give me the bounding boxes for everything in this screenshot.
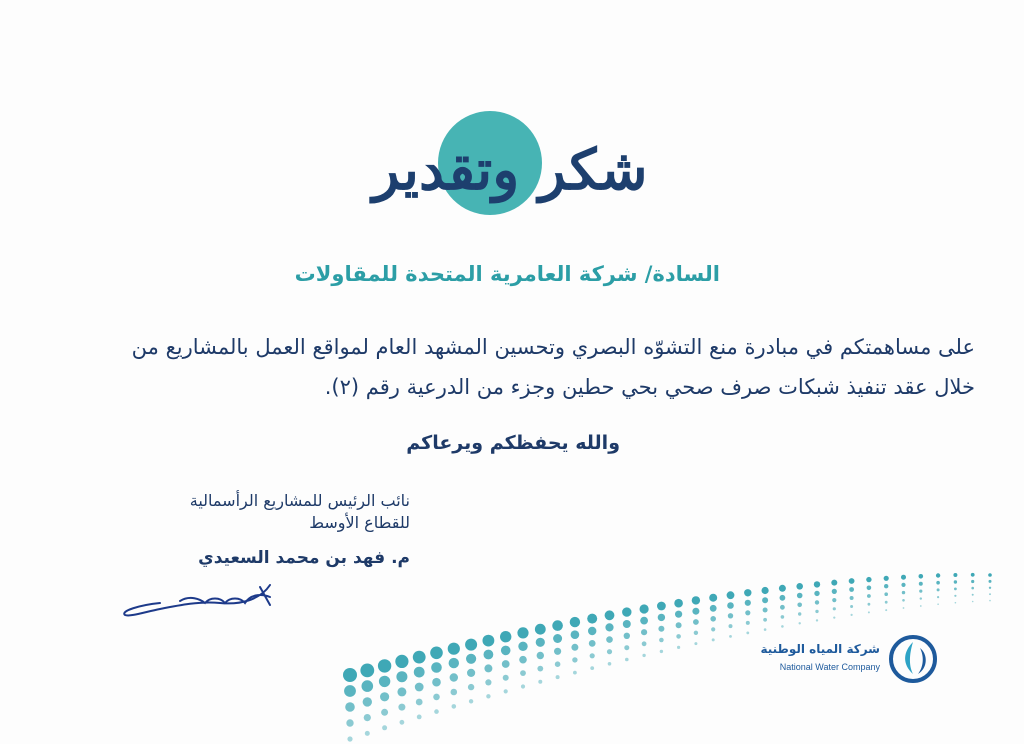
decoration-dot xyxy=(972,594,974,596)
decoration-dot xyxy=(658,626,664,632)
decoration-dot xyxy=(971,573,975,577)
decoration-dot xyxy=(500,631,511,642)
decoration-dot xyxy=(833,607,836,610)
decoration-dot xyxy=(884,576,889,581)
decoration-dot xyxy=(972,601,974,603)
decoration-dot xyxy=(796,583,803,590)
decoration-dot xyxy=(365,731,370,736)
decoration-dot xyxy=(519,656,527,664)
decoration-dot xyxy=(416,699,423,706)
body-line-1: على مساهمتكم في مبادرة منع التشوّه البصري وتحسين المشهد العام لمواقع العمل بالمشاريع من xyxy=(131,335,975,359)
decoration-dot xyxy=(360,664,374,678)
decoration-dot xyxy=(380,692,389,701)
decoration-dot xyxy=(694,642,697,645)
decoration-dot xyxy=(537,652,544,659)
decoration-dot xyxy=(920,597,922,599)
decoration-dot xyxy=(815,610,818,613)
decoration-dot xyxy=(570,617,580,627)
decoration-dot xyxy=(430,647,443,660)
decoration-dot xyxy=(919,582,923,586)
decoration-dot xyxy=(571,644,578,651)
decoration-dot xyxy=(729,624,733,628)
decoration-dot xyxy=(364,714,371,721)
decoration-dot xyxy=(815,600,819,604)
decoration-dot xyxy=(659,638,664,643)
decoration-dot xyxy=(712,638,715,641)
decoration-dot xyxy=(868,603,871,606)
decoration-dot xyxy=(675,611,682,618)
decoration-dot xyxy=(623,620,631,628)
decoration-dot xyxy=(504,689,508,693)
signatory-name: م. فهد بن محمد السعيدي xyxy=(198,548,410,568)
decoration-dot xyxy=(538,680,542,684)
decoration-dot xyxy=(902,599,905,602)
decoration-dot xyxy=(745,600,751,606)
decoration-dot xyxy=(779,585,786,592)
appreciation-body xyxy=(40,327,975,407)
decoration-dot xyxy=(451,689,458,696)
decoration-dot xyxy=(467,669,475,677)
decoration-dot xyxy=(850,605,853,608)
decoration-dot xyxy=(799,622,801,624)
logo-name-english: National Water Company xyxy=(779,662,880,672)
decoration-dot xyxy=(709,594,717,602)
decoration-dot xyxy=(448,643,460,655)
decoration-dot xyxy=(397,687,406,696)
decoration-dot xyxy=(937,588,940,591)
decoration-dot xyxy=(590,653,595,658)
decoration-dot xyxy=(989,587,991,589)
decoration-dot xyxy=(919,590,922,593)
decoration-dot xyxy=(362,680,374,692)
decoration-dot xyxy=(677,646,680,649)
certificate-title xyxy=(350,105,670,215)
decoration-dot xyxy=(763,618,767,622)
decoration-dot xyxy=(955,602,957,604)
decoration-dot xyxy=(866,577,871,582)
decoration-dot xyxy=(867,594,871,598)
decoration-dot xyxy=(400,720,405,725)
decoration-dot xyxy=(469,699,473,703)
decoration-dot xyxy=(763,608,768,613)
decoration-dot xyxy=(694,631,698,635)
decoration-dot xyxy=(432,678,441,687)
decoration-dot xyxy=(762,597,768,603)
decoration-dot xyxy=(640,604,649,613)
decoration-dot xyxy=(414,667,425,678)
decoration-dot xyxy=(518,642,527,651)
decoration-dot xyxy=(573,671,577,675)
decoration-dot xyxy=(503,675,509,681)
decoration-dot xyxy=(868,611,870,613)
decoration-dot xyxy=(382,725,387,730)
decoration-dot xyxy=(781,615,785,619)
decoration-dot xyxy=(587,614,597,624)
decoration-dot xyxy=(605,623,613,631)
decoration-dot xyxy=(954,595,956,597)
title-text: شكر وتقدير xyxy=(372,137,648,203)
decoration-dot xyxy=(710,616,716,622)
decoration-dot xyxy=(517,627,528,638)
decoration-dot xyxy=(901,583,905,587)
logo-name-arabic: شركة المياه الوطنية xyxy=(760,642,880,656)
decoration-dot xyxy=(780,605,785,610)
decoration-dot xyxy=(606,636,613,643)
decoration-dot xyxy=(692,608,699,615)
decoration-dot xyxy=(745,610,750,615)
decoration-dot xyxy=(624,645,629,650)
decoration-dot xyxy=(345,702,355,712)
body-line-2: خلال عقد تنفيذ شبكات صرف صحي بحي حطين وجزء من الدرعية رقم (٢). xyxy=(324,375,975,399)
decoration-dot xyxy=(624,633,630,639)
decoration-dot xyxy=(936,573,940,577)
decoration-dot xyxy=(746,632,749,635)
decoration-dot xyxy=(554,648,561,655)
decoration-dot xyxy=(780,595,786,601)
decoration-dot xyxy=(607,649,612,654)
decoration-dot xyxy=(762,587,769,594)
decoration-dot xyxy=(867,586,872,591)
decoration-dot xyxy=(833,617,835,619)
decoration-dot xyxy=(465,639,477,651)
decoration-dot xyxy=(622,607,631,616)
decoration-dot xyxy=(954,580,957,583)
decoration-dot xyxy=(642,654,645,657)
decoration-dot xyxy=(797,603,802,608)
decoration-dot xyxy=(486,694,490,698)
decoration-dot xyxy=(936,581,940,585)
decoration-dot xyxy=(937,603,939,605)
decoration-dot xyxy=(449,658,459,668)
decoration-dot xyxy=(849,587,854,592)
decoration-dot xyxy=(850,596,854,600)
decoration-dot xyxy=(396,671,407,682)
decoration-dot xyxy=(832,598,836,602)
decoration-dot xyxy=(953,573,957,577)
decoration-dot xyxy=(552,620,563,631)
decoration-dot xyxy=(902,591,905,594)
decoration-dot xyxy=(501,646,511,656)
decoration-dot xyxy=(641,629,647,635)
signatory-title-2: للقطاع الأوسط xyxy=(309,513,410,532)
decoration-dot xyxy=(413,651,426,664)
decoration-dot xyxy=(553,634,562,643)
signatory-title-1: نائب الرئيس للمشاريع الرأسمالية xyxy=(189,491,410,510)
decoration-dot xyxy=(885,609,887,611)
decoration-dot xyxy=(711,627,715,631)
decoration-dot xyxy=(989,593,991,595)
signatory-block xyxy=(90,490,410,568)
decoration-dot xyxy=(589,640,596,647)
decoration-dot xyxy=(536,638,545,647)
decoration-dot xyxy=(485,679,491,685)
decoration-dot xyxy=(832,589,837,594)
decoration-dot xyxy=(466,654,476,664)
decoration-dot xyxy=(676,622,682,628)
decoration-dot xyxy=(989,600,991,602)
decoration-dot xyxy=(346,719,353,726)
decoration-dot xyxy=(657,602,666,611)
decoration-dot xyxy=(746,621,750,625)
decoration-dot xyxy=(590,666,594,670)
decoration-dot xyxy=(814,581,820,587)
decoration-dot xyxy=(379,676,390,687)
decoration-dot xyxy=(971,587,974,590)
decoration-dot xyxy=(571,630,580,639)
decoration-dot xyxy=(710,605,717,612)
decoration-dot xyxy=(556,675,560,679)
decoration-dot xyxy=(693,619,699,625)
decoration-dot xyxy=(692,596,700,604)
decoration-dot xyxy=(814,591,819,596)
closing-line: والله يحفظكم ويرعاكم xyxy=(406,432,620,454)
decoration-dot xyxy=(849,578,855,584)
decoration-dot xyxy=(588,627,596,635)
decoration-dot xyxy=(468,684,474,690)
decoration-dot xyxy=(378,659,391,672)
decoration-dot xyxy=(885,601,888,604)
decoration-dot xyxy=(381,709,388,716)
decoration-dot xyxy=(851,614,853,616)
decoration-dot xyxy=(798,612,801,615)
decoration-dot xyxy=(729,635,732,638)
decoration-dot xyxy=(727,591,735,599)
decoration-dot xyxy=(781,625,784,628)
decoration-dot xyxy=(572,657,577,662)
decoration-dot xyxy=(919,574,924,579)
decoration-dot xyxy=(502,660,510,668)
decoration-dot xyxy=(450,673,458,681)
decoration-dot xyxy=(363,697,372,706)
decoration-dot xyxy=(415,683,424,692)
decoration-dot xyxy=(903,607,905,609)
decoration-dot xyxy=(901,575,906,580)
decoration-dot xyxy=(937,596,939,598)
decoration-dot xyxy=(484,650,494,660)
decoration-dot xyxy=(674,599,683,608)
decoration-dot xyxy=(727,602,734,609)
decoration-dot xyxy=(971,580,974,583)
decoration-dot xyxy=(816,619,818,621)
decoration-dot xyxy=(920,605,922,607)
decoration-dot xyxy=(347,736,352,741)
decoration-dot xyxy=(625,658,629,662)
water-drop-logo-icon xyxy=(888,634,938,684)
decoration-dot xyxy=(640,617,648,625)
decoration-dot xyxy=(433,694,440,701)
decoration-dot xyxy=(884,584,888,588)
decoration-dot xyxy=(642,641,647,646)
decoration-dot xyxy=(343,668,357,682)
handwritten-signature xyxy=(120,575,290,625)
decoration-dot xyxy=(395,655,408,668)
decoration-dot xyxy=(676,634,681,639)
decoration-dot xyxy=(344,685,356,697)
decoration-dot xyxy=(608,662,612,666)
decoration-dot xyxy=(884,592,888,596)
decoration-dot xyxy=(521,684,525,688)
decoration-dot xyxy=(658,614,665,621)
decoration-dot xyxy=(728,613,733,618)
decoration-dot xyxy=(484,664,492,672)
decoration-dot xyxy=(831,580,837,586)
decoration-dot xyxy=(989,580,992,583)
decoration-dot xyxy=(535,624,546,635)
company-logo xyxy=(760,630,950,690)
recipient-line: السادة/ شركة العامرية المتحدة للمقاولات xyxy=(294,262,720,286)
decoration-dot xyxy=(483,635,495,647)
decoration-dot xyxy=(744,589,751,596)
decoration-dot xyxy=(988,573,992,577)
decoration-dot xyxy=(605,610,615,620)
decoration-dot xyxy=(520,670,526,676)
decoration-dot xyxy=(417,715,422,720)
decoration-dot xyxy=(431,662,442,673)
decoration-dot xyxy=(398,704,405,711)
decoration-dot xyxy=(555,661,561,667)
decoration-dot xyxy=(797,593,803,599)
decoration-dot xyxy=(537,666,543,672)
decoration-dot xyxy=(954,588,957,591)
decoration-dot xyxy=(452,704,457,709)
decoration-dot xyxy=(660,650,663,653)
decoration-dot xyxy=(434,709,439,714)
